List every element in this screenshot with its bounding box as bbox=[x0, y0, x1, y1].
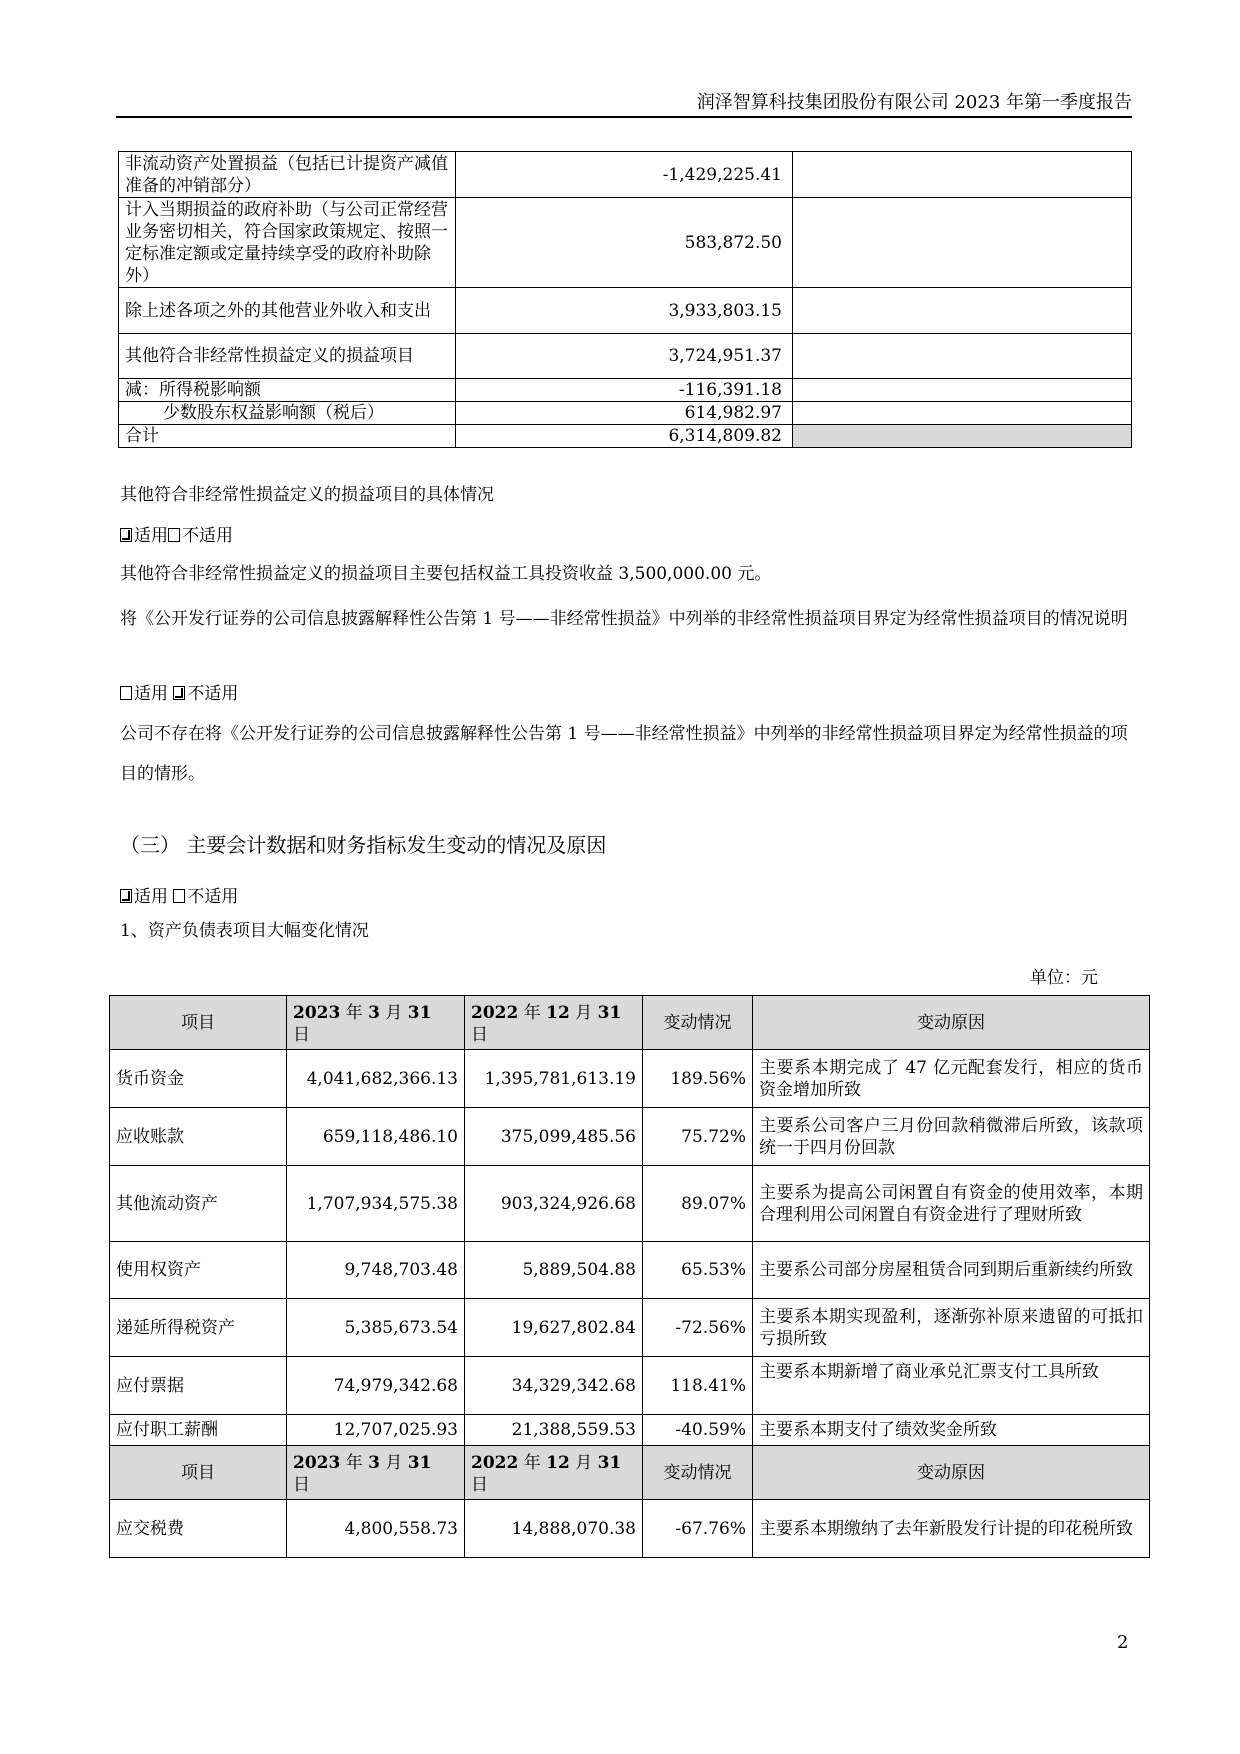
item-value: 3,933,803.15 bbox=[456, 288, 793, 334]
section2-title: 将《公开发行证券的公司信息披露解释性公告第 1 号——非经常性损益》中列举的非经常性损益项目界定为经常性损益项目的情况说明 bbox=[120, 609, 1128, 629]
item-label: 计入当期损益的政府补助（与公司正常经营业务密切相关，符合国家政策规定、按照一定标准定额或定量持续享受的政府补助除外） bbox=[119, 198, 456, 288]
col-reason-header: 变动原因 bbox=[753, 1446, 1150, 1500]
item-label: 少数股东权益影响额（税后） bbox=[119, 402, 456, 425]
balance-sheet-changes-table bbox=[109, 995, 1150, 1558]
option-not-applicable: 不适用 bbox=[187, 887, 239, 907]
table-row bbox=[110, 1415, 1150, 1446]
row-value-2022: 903,324,926.68 bbox=[465, 1166, 643, 1242]
option-applicable: 适用 bbox=[134, 887, 168, 907]
table-header-row bbox=[110, 996, 1150, 1050]
row-value-2022: 21,388,559.53 bbox=[465, 1415, 643, 1446]
checkbox-checked-icon bbox=[120, 889, 132, 903]
row-item: 应交税费 bbox=[110, 1500, 287, 1558]
row-item: 其他流动资产 bbox=[110, 1166, 287, 1242]
option-applicable: 适用 bbox=[134, 526, 168, 546]
row-value-2022: 34,329,342.68 bbox=[465, 1357, 643, 1415]
row-value-2022: 375,099,485.56 bbox=[465, 1108, 643, 1166]
row-value-2022: 5,889,504.88 bbox=[465, 1242, 643, 1299]
col-2022-header: 2022 年 12 月 31 日 bbox=[465, 1446, 643, 1500]
item-label: 其他符合非经常性损益定义的损益项目 bbox=[119, 334, 456, 379]
total-note bbox=[793, 425, 1132, 448]
option-not-applicable: 不适用 bbox=[182, 526, 233, 546]
row-value-2023: 12,707,025.93 bbox=[287, 1415, 465, 1446]
section1-options bbox=[120, 522, 1130, 550]
item-note bbox=[793, 198, 1132, 288]
row-change: 75.72% bbox=[643, 1108, 753, 1166]
col-change-header: 变动情况 bbox=[643, 996, 753, 1050]
report-header: 润泽智算科技集团股份有限公司 2023 年第一季度报告 bbox=[696, 92, 1132, 113]
row-reason: 主要系本期缴纳了去年新股发行计提的印花税所致 bbox=[753, 1500, 1150, 1558]
row-value-2023: 4,800,558.73 bbox=[287, 1500, 465, 1558]
item-note bbox=[793, 402, 1132, 425]
unit-label: 单位：元 bbox=[1030, 968, 1098, 988]
item-label: 减：所得税影响额 bbox=[119, 379, 456, 402]
row-change: 65.53% bbox=[643, 1242, 753, 1299]
table-row bbox=[119, 198, 1132, 288]
row-reason: 主要系本期新增了商业承兑汇票支付工具所致 bbox=[753, 1357, 1150, 1415]
table-row bbox=[110, 1500, 1150, 1558]
row-change: 118.41% bbox=[643, 1357, 753, 1415]
section2-options bbox=[120, 680, 1130, 708]
table-row bbox=[110, 1108, 1150, 1166]
row-value-2022: 1,395,781,613.19 bbox=[465, 1050, 643, 1108]
item-value: 583,872.50 bbox=[456, 198, 793, 288]
item-value: 3,724,951.37 bbox=[456, 334, 793, 379]
row-change: -67.76% bbox=[643, 1500, 753, 1558]
row-value-2023: 5,385,673.54 bbox=[287, 1299, 465, 1357]
checkbox-checked-icon bbox=[120, 528, 132, 542]
row-value-2022: 14,888,070.38 bbox=[465, 1500, 643, 1558]
option-applicable: 适用 bbox=[134, 684, 168, 704]
table-row bbox=[119, 402, 1132, 425]
table-header-row bbox=[110, 1446, 1150, 1500]
item-label: 非流动资产处置损益（包括已计提资产减值准备的冲销部分） bbox=[119, 152, 456, 198]
item-label: 除上述各项之外的其他营业外收入和支出 bbox=[119, 288, 456, 334]
non-recurring-items-table bbox=[118, 151, 1132, 448]
checkbox-empty-icon bbox=[168, 528, 180, 542]
header-divider bbox=[116, 116, 1132, 118]
col-item-header: 项目 bbox=[110, 1446, 287, 1500]
table-row bbox=[119, 152, 1132, 198]
row-item: 递延所得税资产 bbox=[110, 1299, 287, 1357]
row-reason: 主要系公司客户三月份回款稍微滞后所致，该款项统一于四月份回款 bbox=[753, 1108, 1150, 1166]
table-row bbox=[110, 1299, 1150, 1357]
row-value-2023: 9,748,703.48 bbox=[287, 1242, 465, 1299]
col-item-header: 项目 bbox=[110, 996, 287, 1050]
item-value: -1,429,225.41 bbox=[456, 152, 793, 198]
table-row bbox=[119, 334, 1132, 379]
option-not-applicable: 不适用 bbox=[187, 684, 239, 704]
row-item: 货币资金 bbox=[110, 1050, 287, 1108]
section3-subheading: 1、资产负债表项目大幅变化情况 bbox=[120, 921, 369, 941]
row-change: 189.56% bbox=[643, 1050, 753, 1108]
col-reason-header: 变动原因 bbox=[753, 996, 1150, 1050]
item-note bbox=[793, 288, 1132, 334]
table-row bbox=[119, 379, 1132, 402]
section1-text: 其他符合非经常性损益定义的损益项目主要包括权益工具投资收益 3,500,000.00 元。 bbox=[120, 564, 772, 584]
total-label: 合计 bbox=[119, 425, 456, 448]
row-change: -72.56% bbox=[643, 1299, 753, 1357]
col-2022-header: 2022 年 12 月 31 日 bbox=[465, 996, 643, 1050]
col-2023-header: 2023 年 3 月 31 日 bbox=[287, 996, 465, 1050]
checkbox-empty-icon bbox=[173, 889, 185, 903]
table-row bbox=[119, 288, 1132, 334]
checkbox-empty-icon bbox=[120, 686, 132, 700]
checkbox-checked-icon bbox=[173, 686, 185, 700]
section2-text: 公司不存在将《公开发行证券的公司信息披露解释性公告第 1 号——非经常性损益》中列举的非经常性损益项目界定为经常性损益的项目的情形。 bbox=[120, 724, 1128, 784]
row-item: 应付票据 bbox=[110, 1357, 287, 1415]
row-value-2023: 659,118,486.10 bbox=[287, 1108, 465, 1166]
row-change: 89.07% bbox=[643, 1166, 753, 1242]
item-note bbox=[793, 152, 1132, 198]
row-item: 使用权资产 bbox=[110, 1242, 287, 1299]
row-reason: 主要系本期实现盈利，逐渐弥补原来遗留的可抵扣亏损所致 bbox=[753, 1299, 1150, 1357]
table-row bbox=[110, 1050, 1150, 1108]
table-row bbox=[110, 1242, 1150, 1299]
row-value-2022: 19,627,802.84 bbox=[465, 1299, 643, 1357]
row-item: 应付职工薪酬 bbox=[110, 1415, 287, 1446]
item-note bbox=[793, 379, 1132, 402]
table-row bbox=[110, 1166, 1150, 1242]
item-note bbox=[793, 334, 1132, 379]
item-value: 614,982.97 bbox=[456, 402, 793, 425]
section1-title: 其他符合非经常性损益定义的损益项目的具体情况 bbox=[120, 485, 494, 505]
row-item: 应收账款 bbox=[110, 1108, 287, 1166]
row-value-2023: 4,041,682,366.13 bbox=[287, 1050, 465, 1108]
row-value-2023: 1,707,934,575.38 bbox=[287, 1166, 465, 1242]
row-reason: 主要系本期完成了 47 亿元配套发行，相应的货币资金增加所致 bbox=[753, 1050, 1150, 1108]
page-number: 2 bbox=[1117, 1632, 1129, 1653]
col-change-header: 变动情况 bbox=[643, 1446, 753, 1500]
table-total-row bbox=[119, 425, 1132, 448]
row-change: -40.59% bbox=[643, 1415, 753, 1446]
section3-heading: （三） 主要会计数据和财务指标发生变动的情况及原因 bbox=[120, 833, 607, 857]
row-reason: 主要系为提高公司闲置自有资金的使用效率，本期合理利用公司闲置自有资金进行了理财所致 bbox=[753, 1166, 1150, 1242]
col-2023-header: 2023 年 3 月 31 日 bbox=[287, 1446, 465, 1500]
row-reason: 主要系本期支付了绩效奖金所致 bbox=[753, 1415, 1150, 1446]
total-value: 6,314,809.82 bbox=[456, 425, 793, 448]
item-value: -116,391.18 bbox=[456, 379, 793, 402]
table-row bbox=[110, 1357, 1150, 1415]
row-value-2023: 74,979,342.68 bbox=[287, 1357, 465, 1415]
section3-options bbox=[120, 883, 1130, 911]
row-reason: 主要系公司部分房屋租赁合同到期后重新续约所致 bbox=[753, 1242, 1150, 1299]
